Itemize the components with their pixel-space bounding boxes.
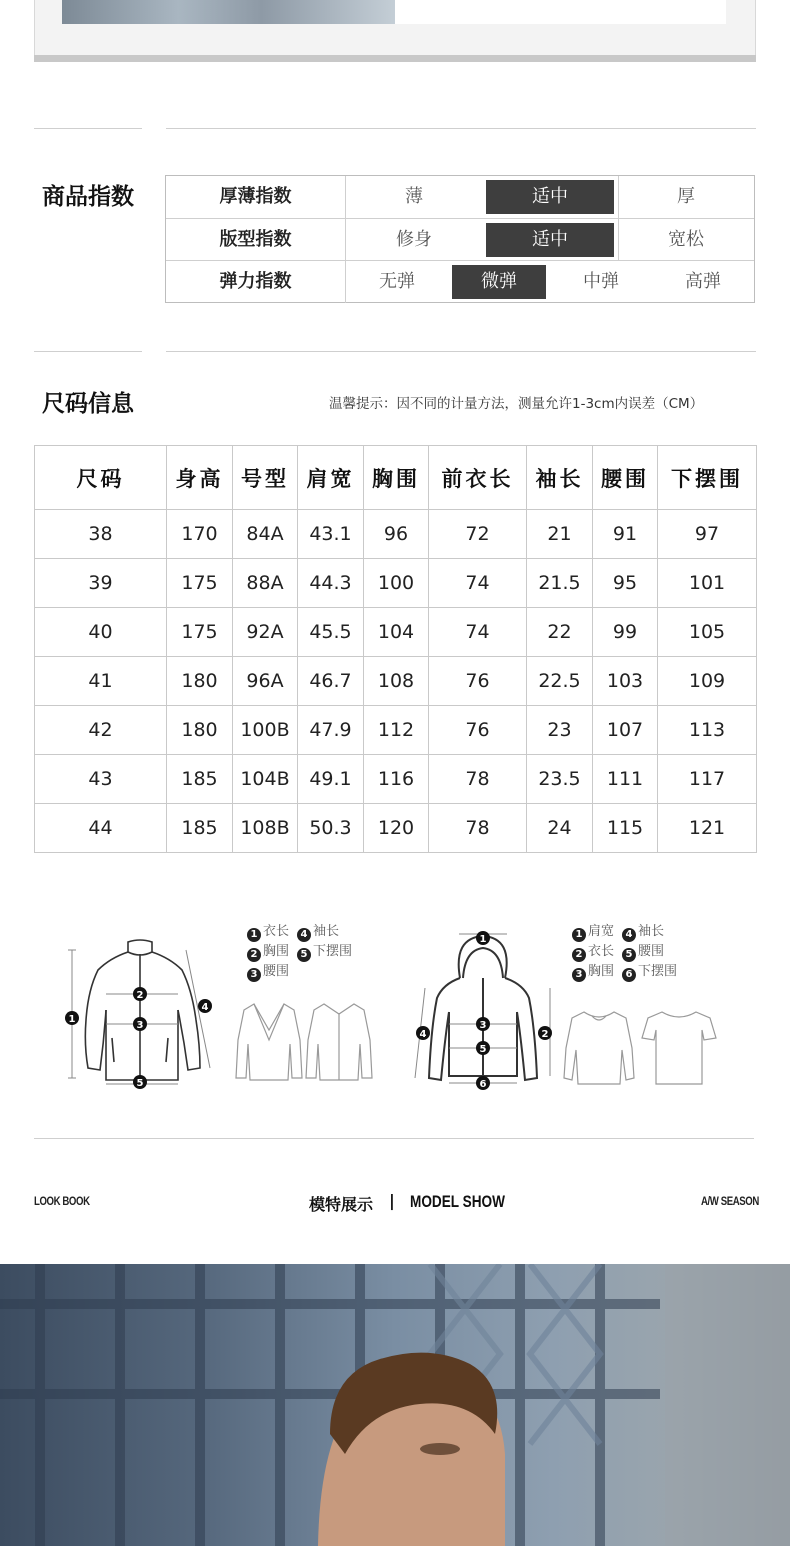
- lookbook-left-label: LOOK BOOK: [34, 1194, 90, 1208]
- table-cell: 105: [658, 608, 757, 657]
- index-option: 薄: [405, 186, 423, 207]
- index-row-label: 版型指数: [166, 219, 346, 261]
- index-option: 中弹: [583, 271, 619, 292]
- header-model: 号型: [233, 446, 298, 510]
- marker-2: 2: [136, 990, 144, 1001]
- legend-item: 6 下摆围: [622, 964, 677, 979]
- model-photo-art: [0, 1264, 790, 1546]
- marker-2: 2: [541, 1029, 549, 1040]
- table-row: [35, 706, 757, 755]
- table-cell: 175: [167, 608, 233, 657]
- table-cell: 88A: [233, 559, 298, 608]
- table-cell: 180: [167, 706, 233, 755]
- index-row-elasticity: [166, 260, 754, 303]
- table-cell: 21: [527, 510, 593, 559]
- index-option-selected: 适中: [482, 219, 618, 261]
- table-cell: 91: [593, 510, 658, 559]
- legend-item: 3 胸围: [572, 962, 622, 982]
- table-row: [35, 608, 757, 657]
- index-row-fit: [166, 218, 754, 261]
- index-option: 宽松: [668, 229, 704, 250]
- table-cell: 99: [593, 608, 658, 657]
- marker-1: 1: [68, 1014, 76, 1025]
- header-waist: 腰围: [593, 446, 658, 510]
- divider-short: [34, 351, 142, 352]
- legend-item: 2 衣长: [572, 942, 622, 962]
- legend-item: 2 胸围: [247, 942, 297, 962]
- size-table: [34, 445, 757, 853]
- table-cell: 74: [429, 559, 527, 608]
- marker-5: 5: [136, 1078, 144, 1089]
- table-cell: 22.5: [527, 657, 593, 706]
- marker-4: 4: [419, 1029, 427, 1040]
- table-cell: 116: [364, 755, 429, 804]
- size-section-title: 尺码信息: [42, 391, 134, 417]
- index-section-title: 商品指数: [42, 184, 134, 210]
- size-table-header-row: [35, 446, 757, 510]
- table-cell: 41: [35, 657, 167, 706]
- table-row: [35, 510, 757, 559]
- table-cell: 180: [167, 657, 233, 706]
- top-frame-bottom-bar: [34, 55, 756, 62]
- table-cell: 23: [527, 706, 593, 755]
- header-chest: 胸围: [364, 446, 429, 510]
- table-cell: 46.7: [298, 657, 364, 706]
- table-cell: 109: [658, 657, 757, 706]
- index-row-label: 厚薄指数: [166, 176, 346, 218]
- model-photo: [0, 1264, 790, 1546]
- marker-5: 5: [479, 1044, 487, 1055]
- table-cell: 107: [593, 706, 658, 755]
- table-cell: 74: [429, 608, 527, 657]
- suit-shirt-thumbnails: [232, 1000, 382, 1085]
- table-cell: 76: [429, 657, 527, 706]
- marker-6: 6: [479, 1079, 487, 1090]
- top-product-card: [395, 0, 726, 24]
- table-cell: 103: [593, 657, 658, 706]
- header-sleeve: 袖长: [527, 446, 593, 510]
- header-height: 身高: [167, 446, 233, 510]
- tshirt-thumbnails: [562, 1008, 717, 1088]
- table-row: [35, 657, 757, 706]
- index-row-thickness: [166, 176, 754, 218]
- table-row: [35, 559, 757, 608]
- table-row: [35, 755, 757, 804]
- product-index-table: [165, 175, 755, 303]
- table-cell: 111: [593, 755, 658, 804]
- header-shoulder: 肩宽: [298, 446, 364, 510]
- jacket-measure-diagram: [60, 930, 230, 1095]
- table-cell: 39: [35, 559, 167, 608]
- table-cell: 42: [35, 706, 167, 755]
- legend-item: 5 下摆围: [297, 944, 352, 959]
- table-cell: 76: [429, 706, 527, 755]
- table-cell: 44.3: [298, 559, 364, 608]
- table-cell: 95: [593, 559, 658, 608]
- lookbook-right-label: A/W SEASON: [701, 1194, 759, 1208]
- table-cell: 97: [658, 510, 757, 559]
- table-cell: 100B: [233, 706, 298, 755]
- index-option: 无弹: [379, 271, 415, 292]
- table-cell: 21.5: [527, 559, 593, 608]
- size-note: 温馨提示：因不同的计量方法，测量允许1-3cm内误差（CM）: [329, 396, 704, 412]
- table-cell: 22: [527, 608, 593, 657]
- divider-short: [34, 128, 142, 129]
- table-cell: 43.1: [298, 510, 364, 559]
- table-cell: 44: [35, 804, 167, 853]
- legend-item: 1 肩宽: [572, 922, 622, 942]
- header-size: 尺码: [35, 446, 167, 510]
- table-cell: 104: [364, 608, 429, 657]
- table-cell: 49.1: [298, 755, 364, 804]
- table-cell: 84A: [233, 510, 298, 559]
- legend-item: 1 衣长: [247, 922, 297, 942]
- table-cell: 23.5: [527, 755, 593, 804]
- table-cell: 43: [35, 755, 167, 804]
- divider-long: [166, 351, 756, 352]
- lookbook-center-cn: 模特展示: [309, 1195, 374, 1214]
- index-row-label: 弹力指数: [166, 261, 346, 303]
- table-cell: 121: [658, 804, 757, 853]
- table-cell: 175: [167, 559, 233, 608]
- hoodie-measure-diagram: [405, 928, 560, 1093]
- table-cell: 104B: [233, 755, 298, 804]
- table-cell: 47.9: [298, 706, 364, 755]
- marker-3: 3: [479, 1020, 487, 1031]
- lookbook-center-en: MODEL SHOW: [410, 1192, 505, 1211]
- divider-full: [34, 1138, 754, 1139]
- table-cell: 185: [167, 755, 233, 804]
- legend-item: 3 腰围: [247, 964, 289, 979]
- index-option-selected: 适中: [482, 176, 618, 218]
- table-cell: 115: [593, 804, 658, 853]
- marker-4: 4: [201, 1002, 209, 1013]
- index-option-selected: 微弹: [448, 261, 550, 303]
- table-cell: 100: [364, 559, 429, 608]
- header-front-length: 前衣长: [429, 446, 527, 510]
- table-row: [35, 804, 757, 853]
- table-cell: 101: [658, 559, 757, 608]
- legend-item: 5 腰围: [622, 944, 664, 959]
- table-cell: 78: [429, 804, 527, 853]
- legend-item: 4 袖长: [297, 924, 339, 939]
- table-cell: 40: [35, 608, 167, 657]
- table-cell: 92A: [233, 608, 298, 657]
- index-option: 厚: [677, 186, 695, 207]
- top-product-photo: [62, 0, 395, 24]
- marker-3: 3: [136, 1020, 144, 1031]
- table-cell: 112: [364, 706, 429, 755]
- table-cell: 113: [658, 706, 757, 755]
- index-option: 修身: [396, 229, 432, 250]
- table-cell: 96A: [233, 657, 298, 706]
- table-cell: 96: [364, 510, 429, 559]
- hoodie-legend: [572, 922, 702, 982]
- divider-long: [166, 128, 756, 129]
- table-cell: 108: [364, 657, 429, 706]
- table-cell: 45.5: [298, 608, 364, 657]
- table-cell: 170: [167, 510, 233, 559]
- index-option: 高弹: [685, 271, 721, 292]
- table-cell: 117: [658, 755, 757, 804]
- table-cell: 78: [429, 755, 527, 804]
- table-cell: 108B: [233, 804, 298, 853]
- table-cell: 120: [364, 804, 429, 853]
- jacket-legend: [247, 922, 377, 982]
- lookbook-separator: |: [389, 1191, 395, 1210]
- table-cell: 38: [35, 510, 167, 559]
- table-cell: 24: [527, 804, 593, 853]
- legend-item: 4 袖长: [622, 924, 664, 939]
- table-cell: 72: [429, 510, 527, 559]
- marker-1: 1: [479, 934, 487, 945]
- header-hem: 下摆围: [658, 446, 757, 510]
- table-cell: 185: [167, 804, 233, 853]
- table-cell: 50.3: [298, 804, 364, 853]
